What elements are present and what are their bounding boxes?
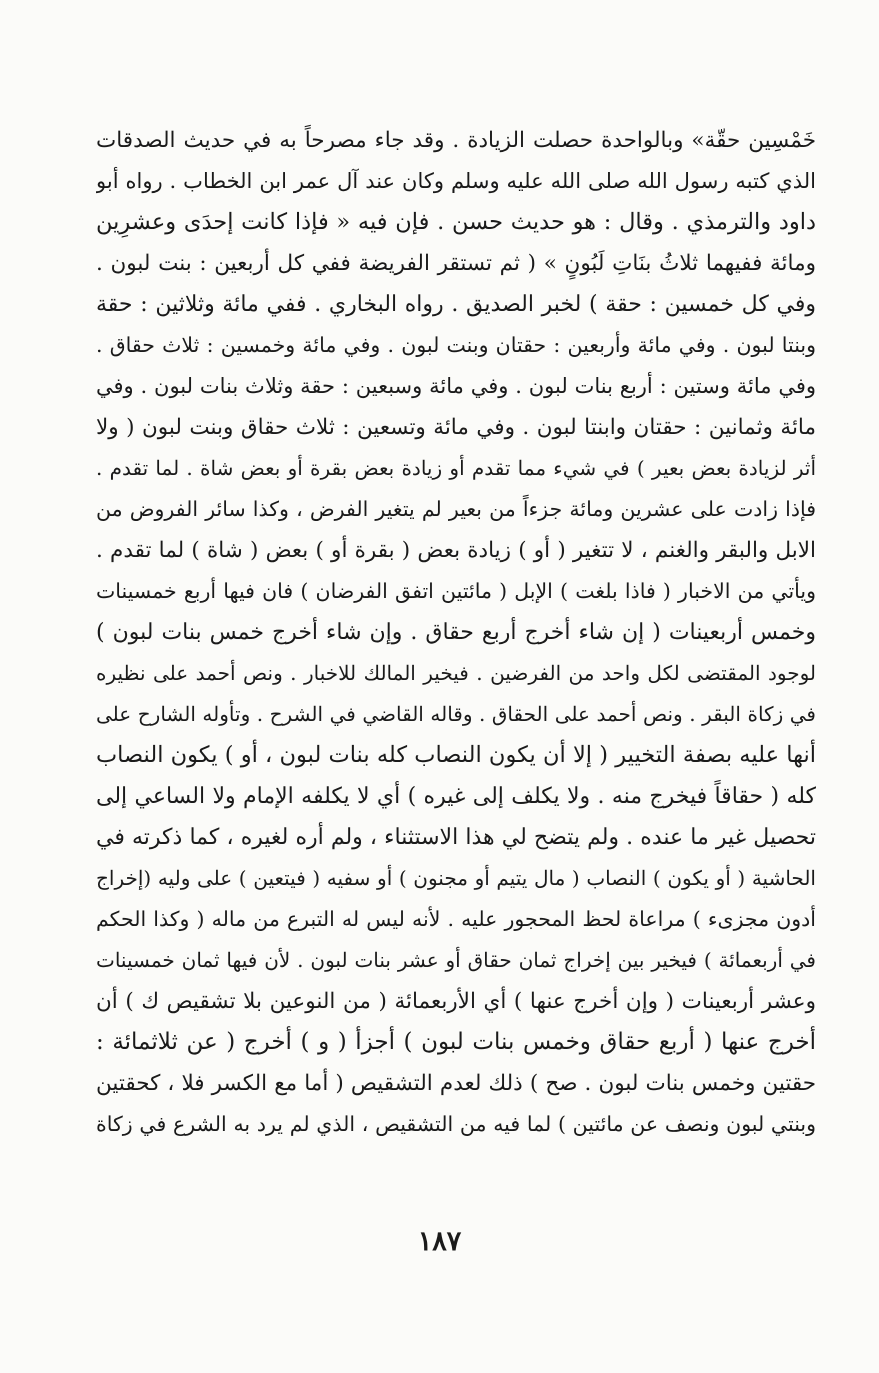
- text-line: وفي مائة وستين : أربع بنات لبون . وفي مائة وسبعين : حقة وثلاث بنات لبون . وفي: [96, 374, 816, 398]
- text-line: كله ( حقاقاً فيخرج منه . ولا يكلف إلى غيره ) أي لا يكلفه الإمام ولا الساعي إلى: [96, 784, 816, 809]
- text-line: ومائة ففيهما ثلاثُ بنَاتِ لَبُونٍ » ( ثم تستقر الفريضة ففي كل أربعين : بنت لبون .: [96, 251, 816, 276]
- text-line: لوجود المقتضى لكل واحد من الفرضين . فيخير المالك للاخبار . ونص أحمد على نظيره: [96, 661, 816, 685]
- text-line: أثر لزيادة بعض بعير ) في شيء مما تقدم أو زيادة بعض بقرة أو بعض شاة . لما تقدم .: [96, 456, 816, 480]
- text-line: فإذا زادت على عشرين ومائة جزءاً من بعير لم يتغير الفرض ، وكذا سائر الفروض من: [96, 497, 816, 521]
- text-line: ويأتي من الاخبار ( فاذا بلغت ) الإبل ( مائتين اتفق الفرضان ) فان فيها أربع خمسينات: [96, 579, 816, 603]
- text-line: الذي كتبه رسول الله صلى الله عليه وسلم وكان عند آل عمر ابن الخطاب . رواه أبو: [96, 169, 816, 193]
- text-line: الحاشية ( أو يكون ) النصاب ( مال يتيم أو مجنون ) أو سفيه ( فيتعين ) على وليه (إخراج: [96, 866, 816, 890]
- text-line: وبنتي لبون ونصف عن مائتين ) لما فيه من التشقيص ، الذي لم يرد به الشرع في زكاة: [96, 1112, 816, 1136]
- text-line: في أربعمائة ) فيخير بين إخراج ثمان حقاق أو عشر بنات لبون . لأن فيها ثمان خمسينات: [96, 948, 816, 972]
- text-line: خَمْسِين حقّة» وبالواحدة حصلت الزيادة . وقد جاء مصرحاً به في حديث الصدقات: [96, 128, 816, 153]
- text-line: في زكاة البقر . ونص أحمد على الحقاق . وقاله القاضي في الشرح . وتأوله الشارح على: [96, 702, 816, 726]
- text-line: حقتين وخمس بنات لبون . صح ) ذلك لعدم التشقيص ( أما مع الكسر فلا ، كحقتين: [96, 1071, 816, 1096]
- body-text: [96, 120, 816, 1145]
- text-line: أنها عليه بصفة التخيير ( إلا أن يكون النصاب كله بنات لبون ، أو ) يكون النصاب: [96, 742, 816, 768]
- text-line: الابل والبقر والغنم ، لا تتغير ( أو ) زيادة بعض ( بقرة أو ) بعض ( شاة ) لما تقدم .: [96, 538, 816, 563]
- text-line: أخرج عنها ( أربع حقاق وخمس بنات لبون ) أجزأ ( و ) أخرج ( عن ثلاثمائة :: [96, 1029, 816, 1055]
- text-line: وفي كل خمسين : حقة ) لخبر الصديق . رواه البخاري . ففي مائة وثلاثين : حقة: [96, 292, 816, 317]
- text-line: أدون مجزىء ) مراعاة لحظ المحجور عليه . لأنه ليس له التبرع من ماله ( وكذا الحكم: [96, 907, 816, 931]
- text-line: وبنتا لبون . وفي مائة وأربعين : حقتان وبنت لبون . وفي مائة وخمسين : ثلاث حقاق .: [96, 333, 816, 357]
- text-line: وعشر أربعينات ( وإن أخرج عنها ) أي الأربعمائة ( من النوعين بلا تشقيص ك ) أن: [96, 989, 816, 1014]
- page-number: ١٨٧: [417, 1226, 462, 1257]
- text-line: تحصيل غير ما عنده . ولم يتضح لي هذا الاستثناء ، ولم أره لغيره ، كما ذكرته في: [96, 825, 816, 850]
- text-line: داود والترمذي . وقال : هو حديث حسن . فإن فيه « فإذا كانت إحدَى وعشرِين: [96, 209, 816, 235]
- text-line: مائة وثمانين : حقتان وابنتا لبون . وفي مائة وتسعين : ثلاث حقاق وبنت لبون ( ولا: [96, 415, 816, 440]
- text-line: وخمس أربعينات ( إن شاء أخرج أربع حقاق . وإن شاء أخرج خمس بنات لبون ): [96, 620, 816, 645]
